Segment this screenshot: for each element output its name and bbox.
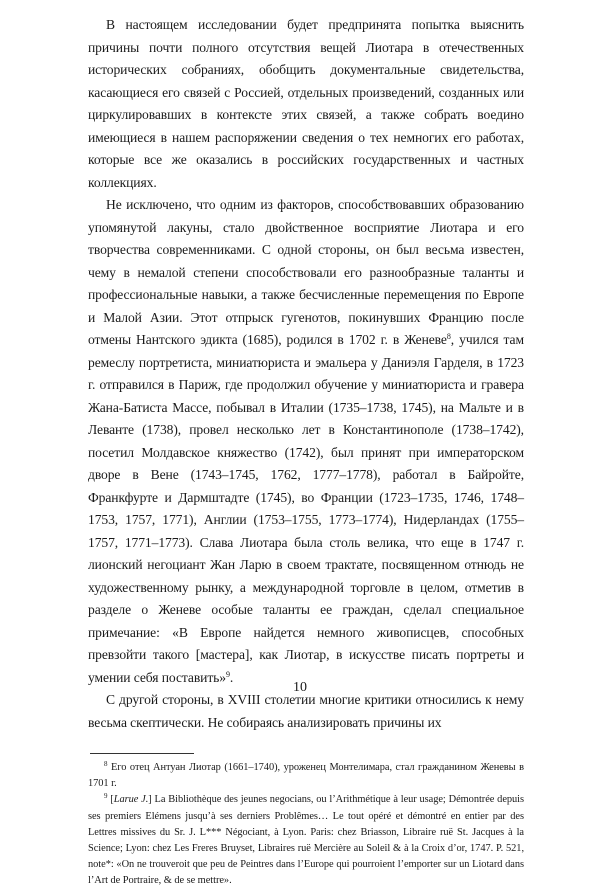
footnote-9-number: 9: [104, 792, 108, 801]
footnote-9-prefix: [: [107, 794, 114, 806]
paragraph-intro: В настоящем исследовании будет предпринята попытка выяснить причины почти полного отсутствия вещей Лиотара в отечественных исторических собраниях, обобщить документальные свидетельства, касающиеся его связей с Россией, отдельных произведений, созданных или циркулировавших в контексте этих связей, а также собрать воедино имеющиеся в нашем распоряжении сведения о тех немногих его работах, которые все же оказались в российских государственных и частных коллекциях.: [88, 17, 524, 190]
footnote-9: [88, 792, 524, 889]
footnote-ref-8[interactable]: 8: [446, 332, 451, 341]
footnote-8-text: Его отец Антуан Лиотар (1661–1740), уроженец Монтелимара, стал гражданином Женевы в 1701 г.: [88, 762, 524, 790]
paragraph-critics: С другой стороны, в XVIII столетии многие критики относились к нему весьма скептически. Не собираясь анализировать причины их: [88, 692, 524, 730]
footnote-divider: [90, 753, 194, 754]
page-body: [88, 14, 524, 890]
footnote-8: [88, 760, 524, 792]
paragraph-biography-text-3: .: [229, 669, 234, 685]
page-number: 10: [293, 680, 307, 695]
footnote-8-number: 8: [104, 760, 108, 768]
paragraph-biography: [88, 194, 524, 689]
paragraph-biography-text-1: Не исключено, что одним из факторов, способствовавших образованию упомянутой лакуны, стало двойственное восприятие Лиотара и его творчества современниками. С одной стороны, он был весьма известен, чему в немалой степени способствовали его разнообразные таланты и профессиональные навыки, а также бесчисленные перемещения по Европе и Малой Азии. Этот отпрыск гугенотов, покинувших Францию после отмены Нантского эдикта (1685), родился в 1702 г. в Женеве: [88, 197, 524, 347]
footnote-ref-9[interactable]: 9: [225, 669, 230, 679]
footnote-9-text: ] La Bibliothèque des jeunes negocians, ou l’Arithmétique à leur usage; Démontrée depuis ses premiers Elémens jusqu’à ses derniers Problêmes… Le tout opéré et démontré en entier par des Lettres missives du Sr. J. L*** Négociant, à Lyon. Paris: chez Briasson, Libraire ruë St. Jacques à la Science; Lyon: chez Les Freres Bruyset, Libraires ruë Mercière au Soleil & à la Croix d’or, 1747. P. 521, note*: «On ne trouveroit que peu de Peintres dans l’Europe qui pourroient l’emporter sur un Liotard dans l’Art de Portraire, & de se mettre».: [88, 794, 525, 887]
footnote-9-author: Larue J.: [113, 794, 149, 806]
paragraph-biography-text-2: , учился там ремеслу портретиста, миниатюриста и эмальера у Даниэля Гарделя, в 1723 г. отправился в Париж, где продолжил обучение у миниатюриста и гравера Жана-Батиста Массе, побывал в Италии (1735–1738, 1745), на Мальте и в Леванте (1738), провел несколько лет в Константинополе (1738–1742), посетил Молдавское княжество (1742), был принят при императорском дворе в Вене (1743–1745, 1762, 1777–1778), работал в Байройте, Франкфурте и Дармштадте (1745), во Франции (1723–1735, 1746, 1748–1753, 1757, 1771), Англии (1753–1755, 1773–1774), Нидерландах (1755–1757, 1771–1773). Слава Лиотара была столь велика, что еще в 1747 г. лионский негоциант Жан Ларю в своем трактате, посвященном отнюдь не художественному рынку, а международной торговле в целом, отметив в разделе о Женеве особые таланты ее граждан, сделал специальное примечание: «В Европе найдется немного живописцев, способных превзойти такого [мастера], как Лиотар, в искусстве писать портреты и умении себя поставить»: [88, 332, 524, 685]
